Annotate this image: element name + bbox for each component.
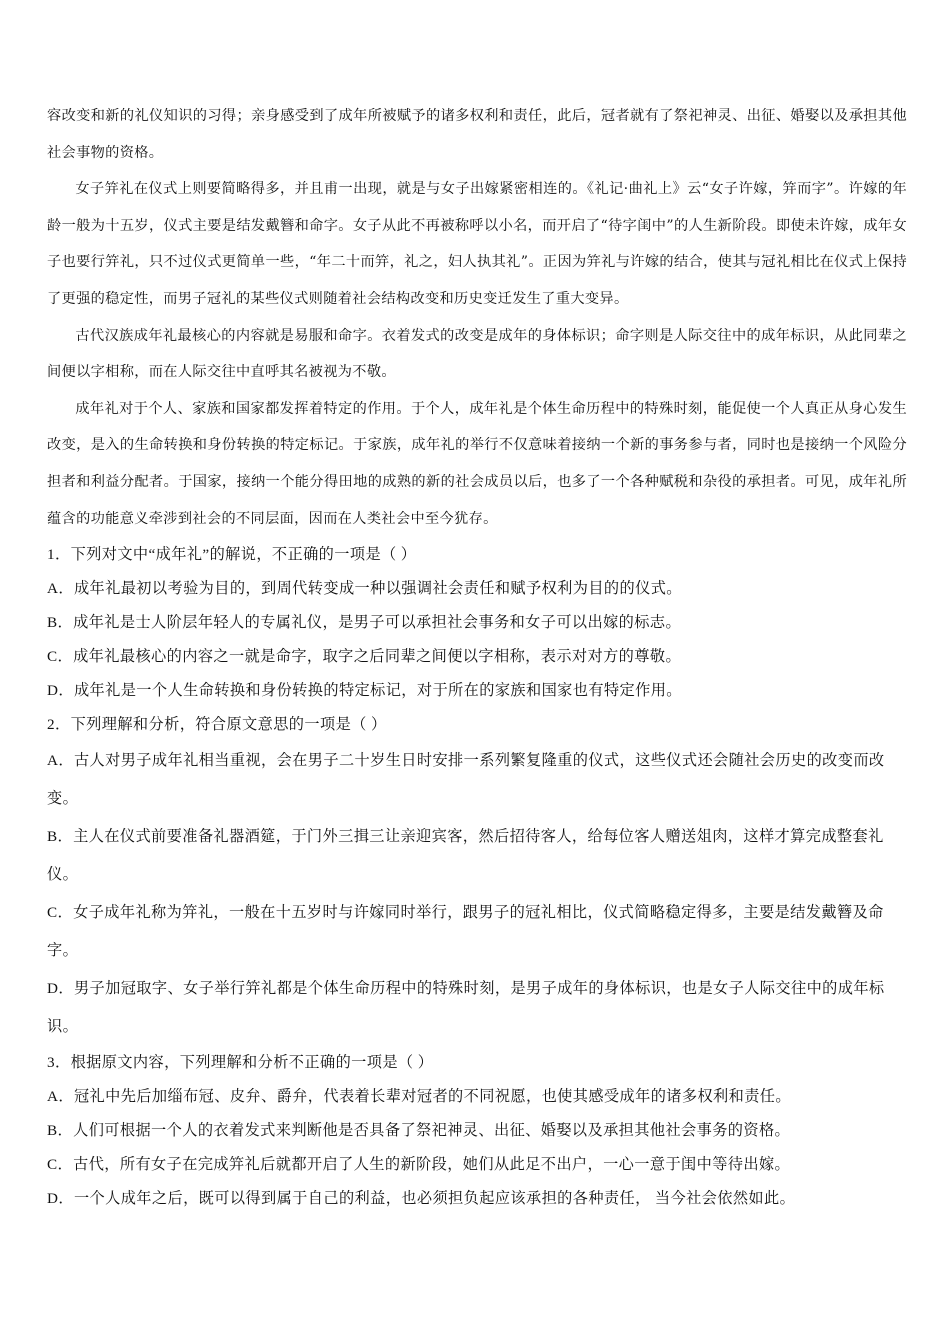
question-1 <box>47 538 907 708</box>
question-stem: 3．根据原文内容，下列理解和分析不正确的一项是（ ） <box>47 1054 434 1072</box>
passage-paragraph: 古代汉族成年礼最核心的内容就是易服和命字。衣着发式的改变是成年的身体标识；命字则是人际交往中的成年标识，从此同辈之间便以字相称，而在人际交往中直呼其名被视为不敬。 <box>47 327 907 381</box>
question-option-b: B．主人在仪式前要准备礼器酒筵，于门外三揖三让亲迎宾客，然后招待客人，给每位客人赠送俎肉，这样才算完成整套礼仪。 <box>47 828 884 884</box>
passage-paragraph: 容改变和新的礼仪知识的习得；亲身感受到了成年所被赋予的诸多权利和责任，此后，冠者就有了祭祀神灵、出征、婚娶以及承担其他社会事物的资格。 <box>47 108 907 161</box>
question-option-b: B．成年礼是士人阶层年轻人的专属礼仪，是男子可以承担社会事务和女子可以出嫁的标志。 <box>47 614 682 632</box>
question-stem: 2．下列理解和分析，符合原文意思的一项是（ ） <box>47 716 387 734</box>
question-option-a: A．古人对男子成年礼相当重视，会在男子二十岁生日时安排一系列繁复隆重的仪式，这些仪式还会随社会历史的改变而改变。 <box>47 752 885 808</box>
question-option-c: C．女子成年礼称为笄礼，一般在十五岁时与许嫁同时举行，跟男子的冠礼相比，仪式简略稳定得多，主要是结发戴簪及命字。 <box>47 904 884 960</box>
question-option-b: B．人们可根据一个人的衣着发式来判断他是否具备了祭祀神灵、出征、婚娶以及承担其他社会事务的资格。 <box>47 1122 791 1140</box>
passage-paragraph: 成年礼对于个人、家族和国家都发挥着特定的作用。于个人，成年礼是个体生命历程中的特殊时刻，能促使一个人真正从身心发生改变，是入的生命转换和身份转换的特定标记。于家族，成年礼的举行不仅意味着接纳一个新的事务参与者，同时也是接纳一个风险分担者和利益分配者。于国家，接纳一个能分得田地的成熟的新的社会成员以后，也多了一个各种赋税和杂役的承担者。可见，成年礼所蕴含的功能意义牵涉到社会的不同层面，因而在人类社会中至今犹存。 <box>47 400 907 527</box>
question-option-d: D．成年礼是一个人生命转换和身份转换的特定标记，对于所在的家族和国家也有特定作用。 <box>47 682 682 700</box>
question-3 <box>47 1046 907 1216</box>
question-option-c: C．古代，所有女子在完成笄礼后就都开启了人生的新阶段，她们从此足不出户，一心一意于闺中等待出嫁。 <box>47 1156 791 1174</box>
reading-passage <box>47 98 907 537</box>
question-option-d: D．一个人成年之后，既可以得到属于自己的利益，也必须担负起应该承担的各种责任， 当今社会依然如此。 <box>47 1190 796 1208</box>
question-option-d: D．男子加冠取字、女子举行笄礼都是个体生命历程中的特殊时刻，是男子成年的身体标识，也是女子人际交往中的成年标识。 <box>47 980 885 1036</box>
passage-paragraph: 女子笄礼在仪式上则要简略得多，并且甫一出现，就是与女子出嫁紧密相连的。《礼记·曲礼上》云“女子许嫁，笄而字”。许嫁的年龄一般为十五岁，仪式主要是结发戴簪和命字。女子从此不再被称呼以小名，而开启了“待字闺中”的人生新阶段。即使未许嫁，成年女子也要行笄礼，只不过仪式更简单一些，“年二十而笄，礼之，妇人执其礼”。正因为笄礼与许嫁的结合，使其与冠礼相比在仪式上保持了更强的稳定性，而男子冠礼的某些仪式则随着社会结构改变和历史变迁发生了重大变异。 <box>47 181 907 307</box>
question-option-c: C．成年礼最核心的内容之一就是命字，取字之后同辈之间便以字相称，表示对对方的尊敬。 <box>47 648 682 666</box>
question-2 <box>47 708 907 1046</box>
question-option-a: A．冠礼中先后加缁布冠、皮弁、爵弁，代表着长辈对冠者的不同祝愿，也使其感受成年的诸多权利和责任。 <box>47 1088 791 1106</box>
exam-page <box>47 98 907 1216</box>
question-option-a: A．成年礼最初以考验为目的，到周代转变成一种以强调社会责任和赋予权利为目的的仪式。 <box>47 580 682 598</box>
question-stem: 1．下列对文中“成年礼”的解说，不正确的一项是（ ） <box>47 546 417 564</box>
